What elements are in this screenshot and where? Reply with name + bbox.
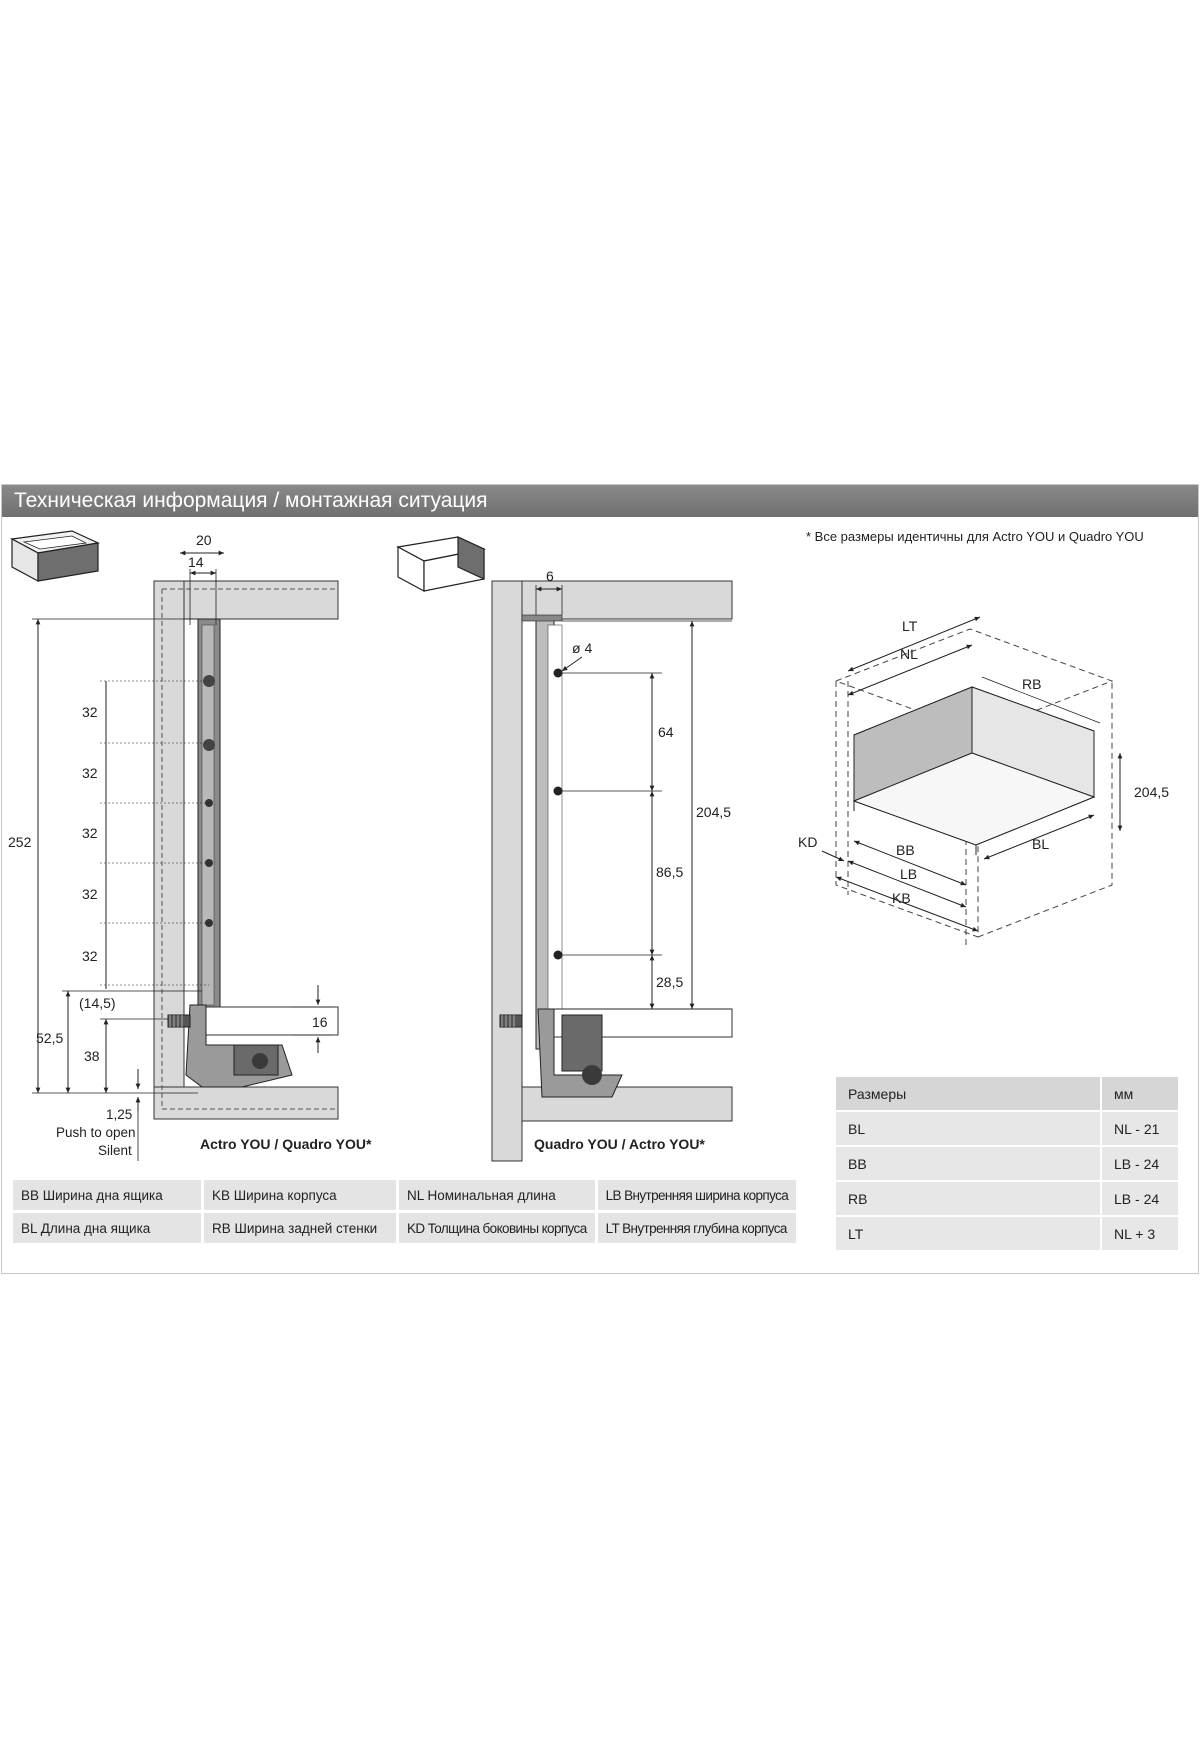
dim-total-height: 252 [8,834,32,850]
legend-cell: KB Ширина корпуса [204,1180,396,1210]
legend-cell: LT Внутренняя глубина корпуса [598,1213,797,1243]
cabinet-section-middle [492,581,732,1161]
label-bb: BB [896,842,915,858]
legend-row [13,1180,796,1210]
technical-info-panel [1,484,1199,1274]
dim-top-outer: 20 [196,532,212,548]
dims-cell: RB [836,1182,1100,1215]
caption-middle: Quadro YOU / Actro YOU* [534,1136,705,1152]
label-height: 204,5 [1134,784,1170,800]
page-title: Техническая информация / монтажная ситуация [2,485,1198,517]
dim-d1: 64 [658,724,674,740]
silent-label: Silent [98,1143,132,1158]
drawer-icon-left [12,531,98,581]
dim-hole: ø 4 [572,640,593,656]
legend-cell: BL Длина дна ящика [13,1213,201,1243]
dim-small: 1,25 [106,1107,133,1122]
dims-cell: NL - 21 [1100,1112,1178,1145]
push-to-open-label: Push to open [56,1125,136,1140]
table-row [836,1182,1178,1215]
legend-cell: BB Ширина дна ящика [13,1180,201,1210]
dims-header-cell: Размеры [836,1077,1100,1110]
dim-pitch-1: 32 [82,704,98,720]
legend-cell: KD Толщина боковины корпуса [399,1213,595,1243]
table-row [836,1217,1178,1250]
dim-top-middle: 6 [546,568,554,584]
legend-cell: RB Ширина задней стенки [204,1213,396,1243]
dim-pitch-5: 32 [82,948,98,964]
drawer-isometric [836,629,1112,947]
dims-cell: LB - 24 [1100,1147,1178,1180]
dims-cell: BB [836,1147,1100,1180]
label-bl: BL [1032,836,1050,852]
legend-table [10,1177,799,1246]
drawer-icon-middle [398,537,484,591]
cabinet-section-left [154,581,338,1119]
label-lb: LB [900,866,918,882]
dims-cell: NL + 3 [1100,1217,1178,1250]
legend-cell: LB Внутренняя ширина корпуса [598,1180,797,1210]
dim-top-inner: 14 [188,554,204,570]
legend-row [13,1213,796,1243]
dims-cell: BL [836,1112,1100,1145]
legend-cell: NL Номинальная длина [399,1180,595,1210]
dim-d3: 28,5 [656,974,684,990]
dim-pitch-4: 32 [82,886,98,902]
dims-header-row [836,1077,1178,1110]
caption-left: Actro YOU / Quadro YOU* [200,1136,372,1152]
dim-pitch-2: 32 [82,765,98,781]
dims-cell: LB - 24 [1100,1182,1178,1215]
dim-pitch-3: 32 [82,825,98,841]
dim-total-middle: 204,5 [696,804,732,820]
table-row [836,1112,1178,1145]
label-kd: KD [798,834,818,850]
dims-cell: LT [836,1217,1100,1250]
dim-gap: 16 [312,1014,328,1030]
dims-header-cell: мм [1100,1077,1178,1110]
dim-bottom: 38 [84,1048,100,1064]
dim-lower: 52,5 [36,1030,64,1046]
label-kb: KB [892,890,911,906]
dimensions-note: * Все размеры идентичны для Actro YOU и Quadro YOU [806,529,1144,544]
dimensions-table [836,1075,1178,1252]
label-nl: NL [900,646,918,662]
label-rb: RB [1022,676,1042,692]
dim-d2: 86,5 [656,864,684,880]
dim-offset-paren: (14,5) [79,995,116,1011]
label-lt: LT [902,618,918,634]
table-row [836,1147,1178,1180]
